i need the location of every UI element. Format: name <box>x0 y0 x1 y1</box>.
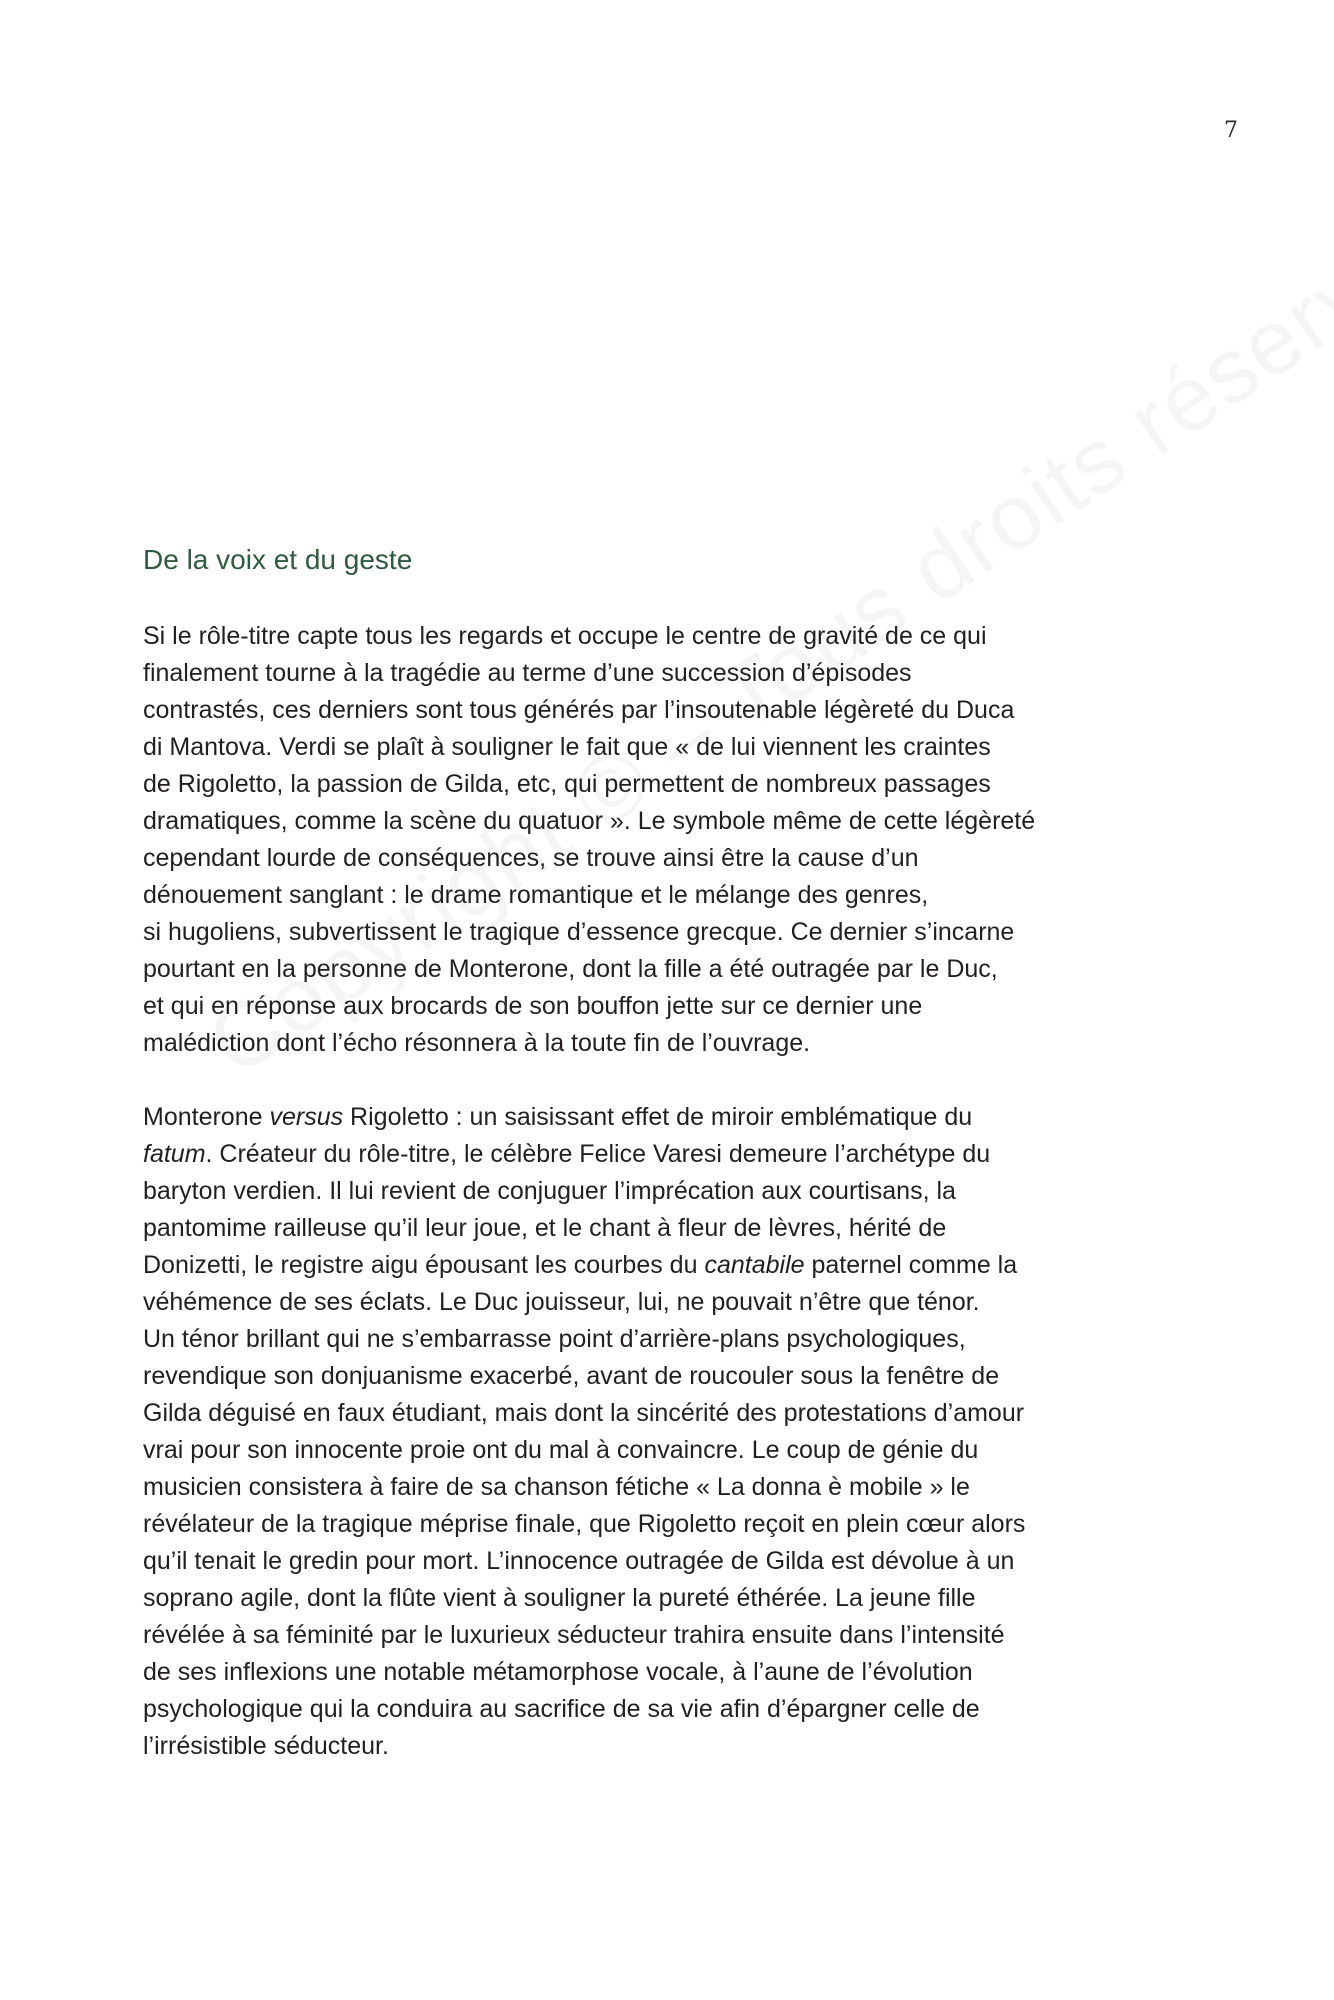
text-segment: de Rigoletto, la passion de Gilda, etc, qui permettent de nombreux passages <box>143 770 991 798</box>
italic-term: fatum <box>143 1140 206 1168</box>
text-segment: pantomime railleuse qu’il leur joue, et le chant à fleur de lèvres, hérité de <box>143 1214 947 1242</box>
text-line <box>143 1469 1205 1506</box>
text-line <box>143 1543 1205 1580</box>
text-segment: Si le rôle-titre capte tous les regards et occupe le centre de gravité de ce qui <box>143 622 987 650</box>
text-segment: véhémence de ses éclats. Le Duc jouisseur, lui, ne pouvait n’être que ténor. <box>143 1288 980 1316</box>
text-line <box>143 692 1205 729</box>
text-segment: finalement tourne à la tragédie au terme d’une succession d’épisodes <box>143 659 912 687</box>
text-line <box>143 1247 1205 1284</box>
text-line <box>143 1580 1205 1617</box>
text-line <box>143 1691 1205 1728</box>
text-line <box>143 988 1205 1025</box>
text-line <box>143 1395 1205 1432</box>
text-line <box>143 729 1205 766</box>
text-line <box>143 1321 1205 1358</box>
text-line <box>143 877 1205 914</box>
text-segment: de ses inflexions une notable métamorphose vocale, à l’aune de l’évolution <box>143 1658 973 1686</box>
text-line <box>143 951 1205 988</box>
text-segment: Rigoletto : un saisissant effet de miroir emblématique du <box>343 1103 973 1131</box>
text-segment: revendique son donjuanisme exacerbé, avant de roucouler sous la fenêtre de <box>143 1362 1000 1390</box>
text-segment: révélée à sa féminité par le luxurieux séducteur trahira ensuite dans l’intensité <box>143 1621 1005 1649</box>
text-segment: Un ténor brillant qui ne s’embarrasse point d’arrière-plans psychologiques, <box>143 1325 966 1353</box>
text-line <box>143 840 1205 877</box>
text-segment: Gilda déguisé en faux étudiant, mais dont la sincérité des protestations d’amour <box>143 1399 1025 1427</box>
body-paragraph <box>143 618 1205 1062</box>
text-segment: Donizetti, le registre aigu épousant les courbes du <box>143 1251 705 1279</box>
article-content <box>143 538 1205 1802</box>
body-paragraph <box>143 1099 1205 1765</box>
text-segment: vrai pour son innocente proie ont du mal à convaincre. Le coup de génie du <box>143 1436 979 1464</box>
text-segment: dénouement sanglant : le drame romantique et le mélange des genres, <box>143 881 929 909</box>
text-line <box>143 618 1205 655</box>
text-line <box>143 803 1205 840</box>
body-text <box>143 618 1205 1765</box>
text-line <box>143 1728 1205 1765</box>
text-segment: soprano agile, dont la flûte vient à souligner la pureté éthérée. La jeune fille <box>143 1584 976 1612</box>
text-segment: paternel comme la <box>804 1251 1018 1279</box>
text-line <box>143 766 1205 803</box>
text-segment: malédiction dont l’écho résonnera à la toute fin de l’ouvrage. <box>143 1029 811 1057</box>
text-segment: Monterone <box>143 1103 270 1131</box>
text-line <box>143 1173 1205 1210</box>
section-title: De la voix et du geste <box>143 544 413 575</box>
text-segment: l’irrésistible séducteur. <box>143 1732 389 1760</box>
text-line <box>143 1654 1205 1691</box>
text-segment: di Mantova. Verdi se plaît à souligner le fait que « de lui viennent les craintes <box>143 733 991 761</box>
text-line <box>143 914 1205 951</box>
text-segment: psychologique qui la conduira au sacrifice de sa vie afin d’épargner celle de <box>143 1695 980 1723</box>
text-line <box>143 1358 1205 1395</box>
text-segment: baryton verdien. Il lui revient de conjuguer l’imprécation aux courtisans, la <box>143 1177 956 1205</box>
text-line <box>143 1617 1205 1654</box>
text-line <box>143 1506 1205 1543</box>
text-line <box>143 1210 1205 1247</box>
text-segment: pourtant en la personne de Monterone, dont la fille a été outragée par le Duc, <box>143 955 998 983</box>
text-line <box>143 1284 1205 1321</box>
text-line <box>143 1099 1205 1136</box>
text-segment: cependant lourde de conséquences, se trouve ainsi être la cause d’un <box>143 844 919 872</box>
text-line <box>143 1432 1205 1469</box>
text-line <box>143 1025 1205 1062</box>
text-line <box>143 1136 1205 1173</box>
italic-term: versus <box>269 1103 344 1131</box>
text-segment: musicien consistera à faire de sa chanson fétiche « La donna è mobile » le <box>143 1473 970 1501</box>
text-segment: contrastés, ces derniers sont tous générés par l’insoutenable légèreté du Duca <box>143 696 1015 724</box>
italic-term: cantabile <box>704 1251 805 1279</box>
text-segment: si hugoliens, subvertissent le tragique d’essence grecque. Ce dernier s’incarne <box>143 918 1015 946</box>
text-segment: dramatiques, comme la scène du quatuor ». Le symbole même de cette légèreté <box>143 807 1036 835</box>
text-segment: . Créateur du rôle-titre, le célèbre Felice Varesi demeure l’archétype du <box>205 1140 991 1168</box>
text-line <box>143 655 1205 692</box>
text-segment: et qui en réponse aux brocards de son bouffon jette sur ce dernier une <box>143 992 923 1020</box>
text-segment: révélateur de la tragique méprise finale, que Rigoletto reçoit en plein cœur alors <box>143 1510 1026 1538</box>
page-number: 7 <box>1224 118 1238 143</box>
text-segment: qu’il tenait le gredin pour mort. L’innocence outragée de Gilda est dévolue à un <box>143 1547 1015 1575</box>
